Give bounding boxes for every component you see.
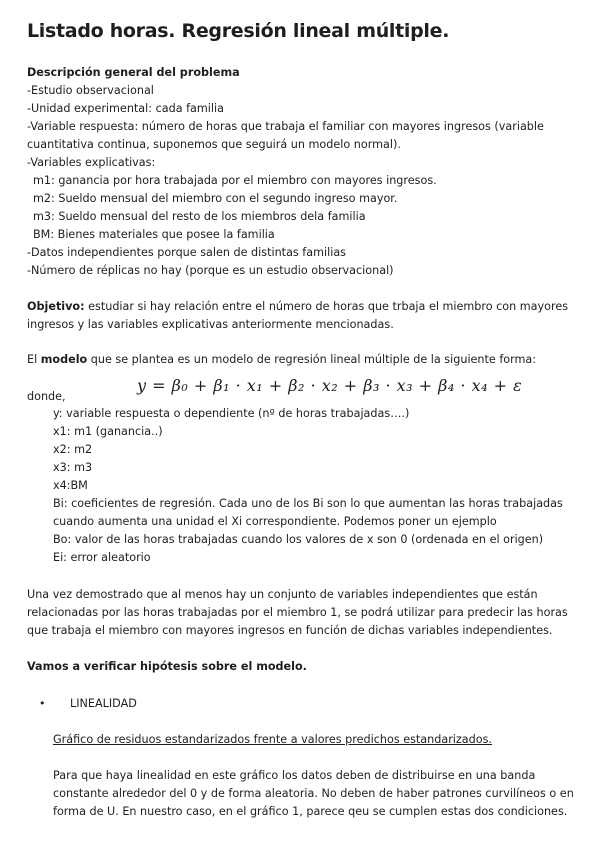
conclusion-line: que trabaja el miembro con mayores ingresos en función de dichas variables independientes. <box>27 624 553 637</box>
linearity-text: forma de U. En nuestro caso, en el gráfico 1, parece qeu se cumplen estas dos condiciones. <box>53 805 568 818</box>
conclusion-line: relacionadas por las horas trabajadas por el miembro 1, se podrá utilizar para predecir las horas <box>27 606 568 619</box>
conclusion-line: Una vez demostrado que al menos hay un conjunto de variables independientes que están <box>27 588 538 601</box>
linearity-text: constante alrededor del 0 y de forma aleatoria. No deben de haber patrones curvilíneos o en <box>53 787 574 800</box>
description-heading: Descripción general del problema <box>27 66 240 79</box>
description-item: cuantitativa continua, suponemos que seguirá un modelo normal). <box>27 138 401 151</box>
definition-item: y: variable respuesta o dependiente (nº de horas trabajadas….) <box>53 407 410 420</box>
graph-title: Gráfico de residuos estandarizados frente a valores predichos estandarizados. <box>53 733 492 746</box>
objective-text: ingresos y las variables explicativas anteriormente mencionadas. <box>27 318 394 331</box>
definition-item: x4:BM <box>53 479 88 492</box>
donde-label: donde, <box>27 390 66 403</box>
objective-label: Objetivo: <box>27 300 85 313</box>
description-item: -Número de réplicas no hay (porque es un estudio observacional) <box>27 264 394 277</box>
objective-line <box>27 300 568 314</box>
linearity-heading: LINEALIDAD <box>70 697 137 710</box>
page-title: Listado horas. Regresión lineal múltiple. <box>27 20 450 42</box>
linearity-text: Para que haya linealidad en este gráfico los datos deben de distribuirse en una banda <box>53 769 536 782</box>
model-intro <box>27 353 536 367</box>
description-item: m2: Sueldo mensual del miembro con el segundo ingreso mayor. <box>33 192 398 205</box>
definition-item: x3: m3 <box>53 461 93 474</box>
model-intro-text: que se plantea es un modelo de regresión lineal múltiple de la siguiente forma: <box>90 353 537 366</box>
model-keyword: modelo <box>40 353 88 366</box>
definition-item: Bo: valor de las horas trabajadas cuando los valores de x son 0 (ordenada en el origen) <box>53 533 544 546</box>
definition-item: Ei: error aleatorio <box>53 551 151 564</box>
definition-item: Bi: coeficientes de regresión. Cada uno de los Bi son lo que aumentan las horas trabajadas <box>53 497 563 510</box>
definition-item: x1: m1 (ganancia..) <box>53 425 163 438</box>
description-item: -Variable respuesta: número de horas que trabaja el familiar con mayores ingresos (variable <box>27 120 544 133</box>
regression-equation: y = β₀ + β₁ · x₁ + β₂ · x₂ + β₃ · x₃ + β₄ · x₄ + ε <box>137 376 523 395</box>
definition-item: cuando aumenta una unidad el Xi correspondiente. Podemos poner un ejemplo <box>53 515 497 528</box>
description-item: m3: Sueldo mensual del resto de los miembros dela familia <box>33 210 366 223</box>
description-item: m1: ganancia por hora trabajada por el miembro con mayores ingresos. <box>33 174 437 187</box>
description-item: -Datos independientes porque salen de distintas familias <box>27 246 347 259</box>
model-prefix: El <box>27 353 38 366</box>
objective-text: estudiar si hay relación entre el número de horas que trbaja el miembro con mayores <box>88 300 569 313</box>
hypothesis-heading: Vamos a verificar hipótesis sobre el modelo. <box>27 660 307 673</box>
description-item: BM: Bienes materiales que posee la familia <box>33 228 275 241</box>
definition-item: x2: m2 <box>53 443 93 456</box>
bullet-icon: • <box>39 697 46 710</box>
description-item: -Estudio observacional <box>27 84 154 97</box>
description-item: -Variables explicativas: <box>27 156 156 169</box>
description-item: -Unidad experimental: cada familia <box>27 102 224 115</box>
